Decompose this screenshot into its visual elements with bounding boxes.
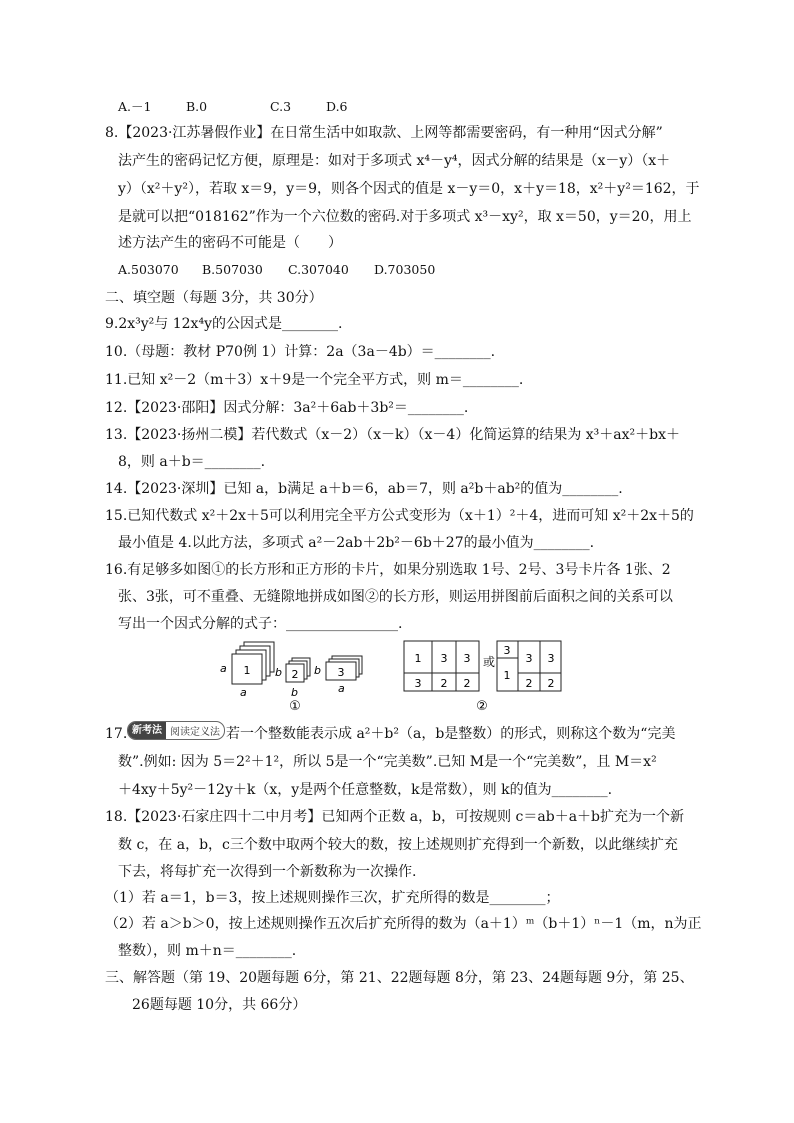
fig2-cell: 3	[414, 677, 422, 690]
option: C.307040	[288, 262, 349, 277]
question-12: 12.【2023·邵阳】因式分解：3a²＋6ab＋3b²＝________.	[105, 400, 469, 416]
card-figure	[210, 636, 580, 718]
option: D.703050	[374, 262, 436, 277]
q8-line: 述方法产生的密码不可能是（ ）	[118, 235, 342, 251]
fig2-cell: 3	[440, 652, 448, 665]
fig2-cell: 2	[463, 677, 471, 690]
q16-line: 张、3张，可不重叠、无缝隙地拼成如图②的长方形，则运用拼图前后面积之间的关系可以	[118, 589, 673, 605]
q16-line: 16.有足够多如图①的长方形和正方形的卡片，如果分别选取 1号、2号、3号卡片各 1张、2	[105, 562, 671, 578]
q8-line: 8.【2023·江苏暑假作业】在日常生活中如取款、上网等都需要密码，有一种用“因式分解”	[105, 125, 663, 141]
q7-options	[118, 97, 348, 115]
dim-a-bottom2: a	[338, 682, 345, 695]
card-1-label: 1	[243, 664, 251, 677]
dim-b-left: b	[275, 666, 282, 679]
option: C.3	[270, 99, 292, 114]
fig2-cell: 2	[547, 677, 555, 690]
fig2-cell: 2	[525, 677, 533, 690]
q17-line: ＋4xy＋5y²－12y＋k（x，y是两个任意整数，k是常数），则 k的值为________.	[118, 782, 613, 798]
option: A.－1	[118, 99, 152, 114]
section3-line: 三、解答题（第 19、20题每题 6分，第 21、22题每题 8分，第 23、24题每题 9分，第 25、	[105, 970, 694, 986]
question-9: 9.2x³y²与 12x⁴y的公因式是________.	[105, 316, 343, 332]
new-method-badge	[127, 721, 225, 740]
question-11: 11.已知 x²－2（m＋3）x＋9是一个完全平方式，则 m＝________.	[105, 372, 524, 388]
badge-method: 阅读定义法	[170, 727, 220, 738]
fig2-or: 或	[483, 655, 496, 669]
q8-line: y）（x²＋y²），若取 x＝9，y＝9，则各个因式的值是 x－y＝0，x＋y＝18，x²＋y²＝162，于	[118, 181, 700, 197]
question-14: 14.【2023·深圳】已知 a，b满足 a＋b＝6，ab＝7，则 a²b＋ab²的值为________.	[105, 481, 623, 497]
dim-a-bottom: a	[240, 686, 247, 699]
q17-line: 数”.例如: 因为 5＝2²＋1²，所以 5是一个“完美数”.已知 M是一个“完美数”，且 M＝x²	[118, 754, 657, 770]
q15-line: 15.已知代数式 x²＋2x＋5可以利用完全平方公式变形为（x＋1）²＋4，进而可知 x²＋2x＋5的	[105, 508, 694, 524]
figure-label-2: ②	[476, 699, 488, 714]
fig2-cell: 2	[440, 677, 448, 690]
option: D.6	[326, 99, 348, 114]
q18-line: （2）若 a＞b＞0，按上述规则操作五次后扩充所得的数为（a＋1）ᵐ（b＋1）ⁿ－1（m，n为正	[105, 916, 702, 932]
fig2-cell: 1	[414, 652, 422, 665]
question-10: 10.（母题：教材 P70例 1）计算：2a（3a－4b）＝________.	[105, 344, 496, 360]
badge-label: 新考法	[128, 722, 166, 739]
q18-line: 数 c，在 a，b，c三个数中取两个较大的数，按上述规则扩充得到一个新数，以此继续扩充	[118, 837, 678, 853]
q18-line: 下去，将每扩充一次得到一个新数称为一次操作.	[118, 864, 417, 880]
dim-b-bottom: b	[291, 686, 298, 699]
card-3-label: 3	[337, 666, 345, 679]
fig2-cell: 3	[547, 652, 555, 665]
fig2-cell: 3	[525, 652, 533, 665]
q18-line: 整数），则 m＋n＝________.	[118, 943, 297, 959]
figure-label-1: ①	[289, 699, 301, 714]
fig2-cell: 3	[463, 652, 471, 665]
q8-line: 法产生的密码记忆方便，原理是：如对于多项式 x⁴－y⁴，因式分解的结果是（x－y）（x＋	[118, 153, 671, 169]
q16-line: 写出一个因式分解的式子：________________.	[118, 616, 403, 632]
fig2-cell: 3	[503, 644, 511, 657]
q17-number: 17.	[105, 726, 128, 742]
fig2-cell: 1	[503, 669, 511, 682]
option: B.0	[186, 99, 208, 114]
q13-line: 13.【2023·扬州二模】若代数式（x－2）（x－k）（x－4）化简运算的结果为 x³＋ax²＋bx＋	[105, 427, 680, 443]
q17-line: 若一个整数能表示成 a²＋b²（a，b是整数）的形式，则称这个数为“完美	[226, 726, 676, 742]
dim-a-left: a	[220, 662, 227, 675]
option: A.503070	[118, 262, 179, 277]
q18-line: 18.【2023·石家庄四十二中月考】已知两个正数 a，b，可按规则 c＝ab＋a＋b扩充为一个新	[105, 809, 685, 825]
q18-line: （1）若 a＝1，b＝3，按上述规则操作三次，扩充所得的数是________；	[105, 890, 560, 906]
q15-line: 最小值是 4.以此方法，多项式 a²－2ab＋2b²－6b＋27的最小值为________.	[118, 535, 595, 551]
dim-b-left2: b	[314, 664, 321, 677]
card-2-label: 2	[291, 668, 299, 681]
q8-options	[118, 262, 435, 277]
option: B.507030	[202, 262, 263, 277]
q8-line: 是就可以把“018162”作为一个六位数的密码.对于多项式 x³－xy²，取 x＝50，y＝20，用上	[118, 209, 692, 225]
q13-line: 8，则 a＋b＝________.	[118, 454, 266, 470]
section-heading: 二、填空题（每题 3分，共 30分）	[105, 290, 323, 306]
section3-line: 26题每题 10分，共 66分）	[132, 997, 307, 1013]
